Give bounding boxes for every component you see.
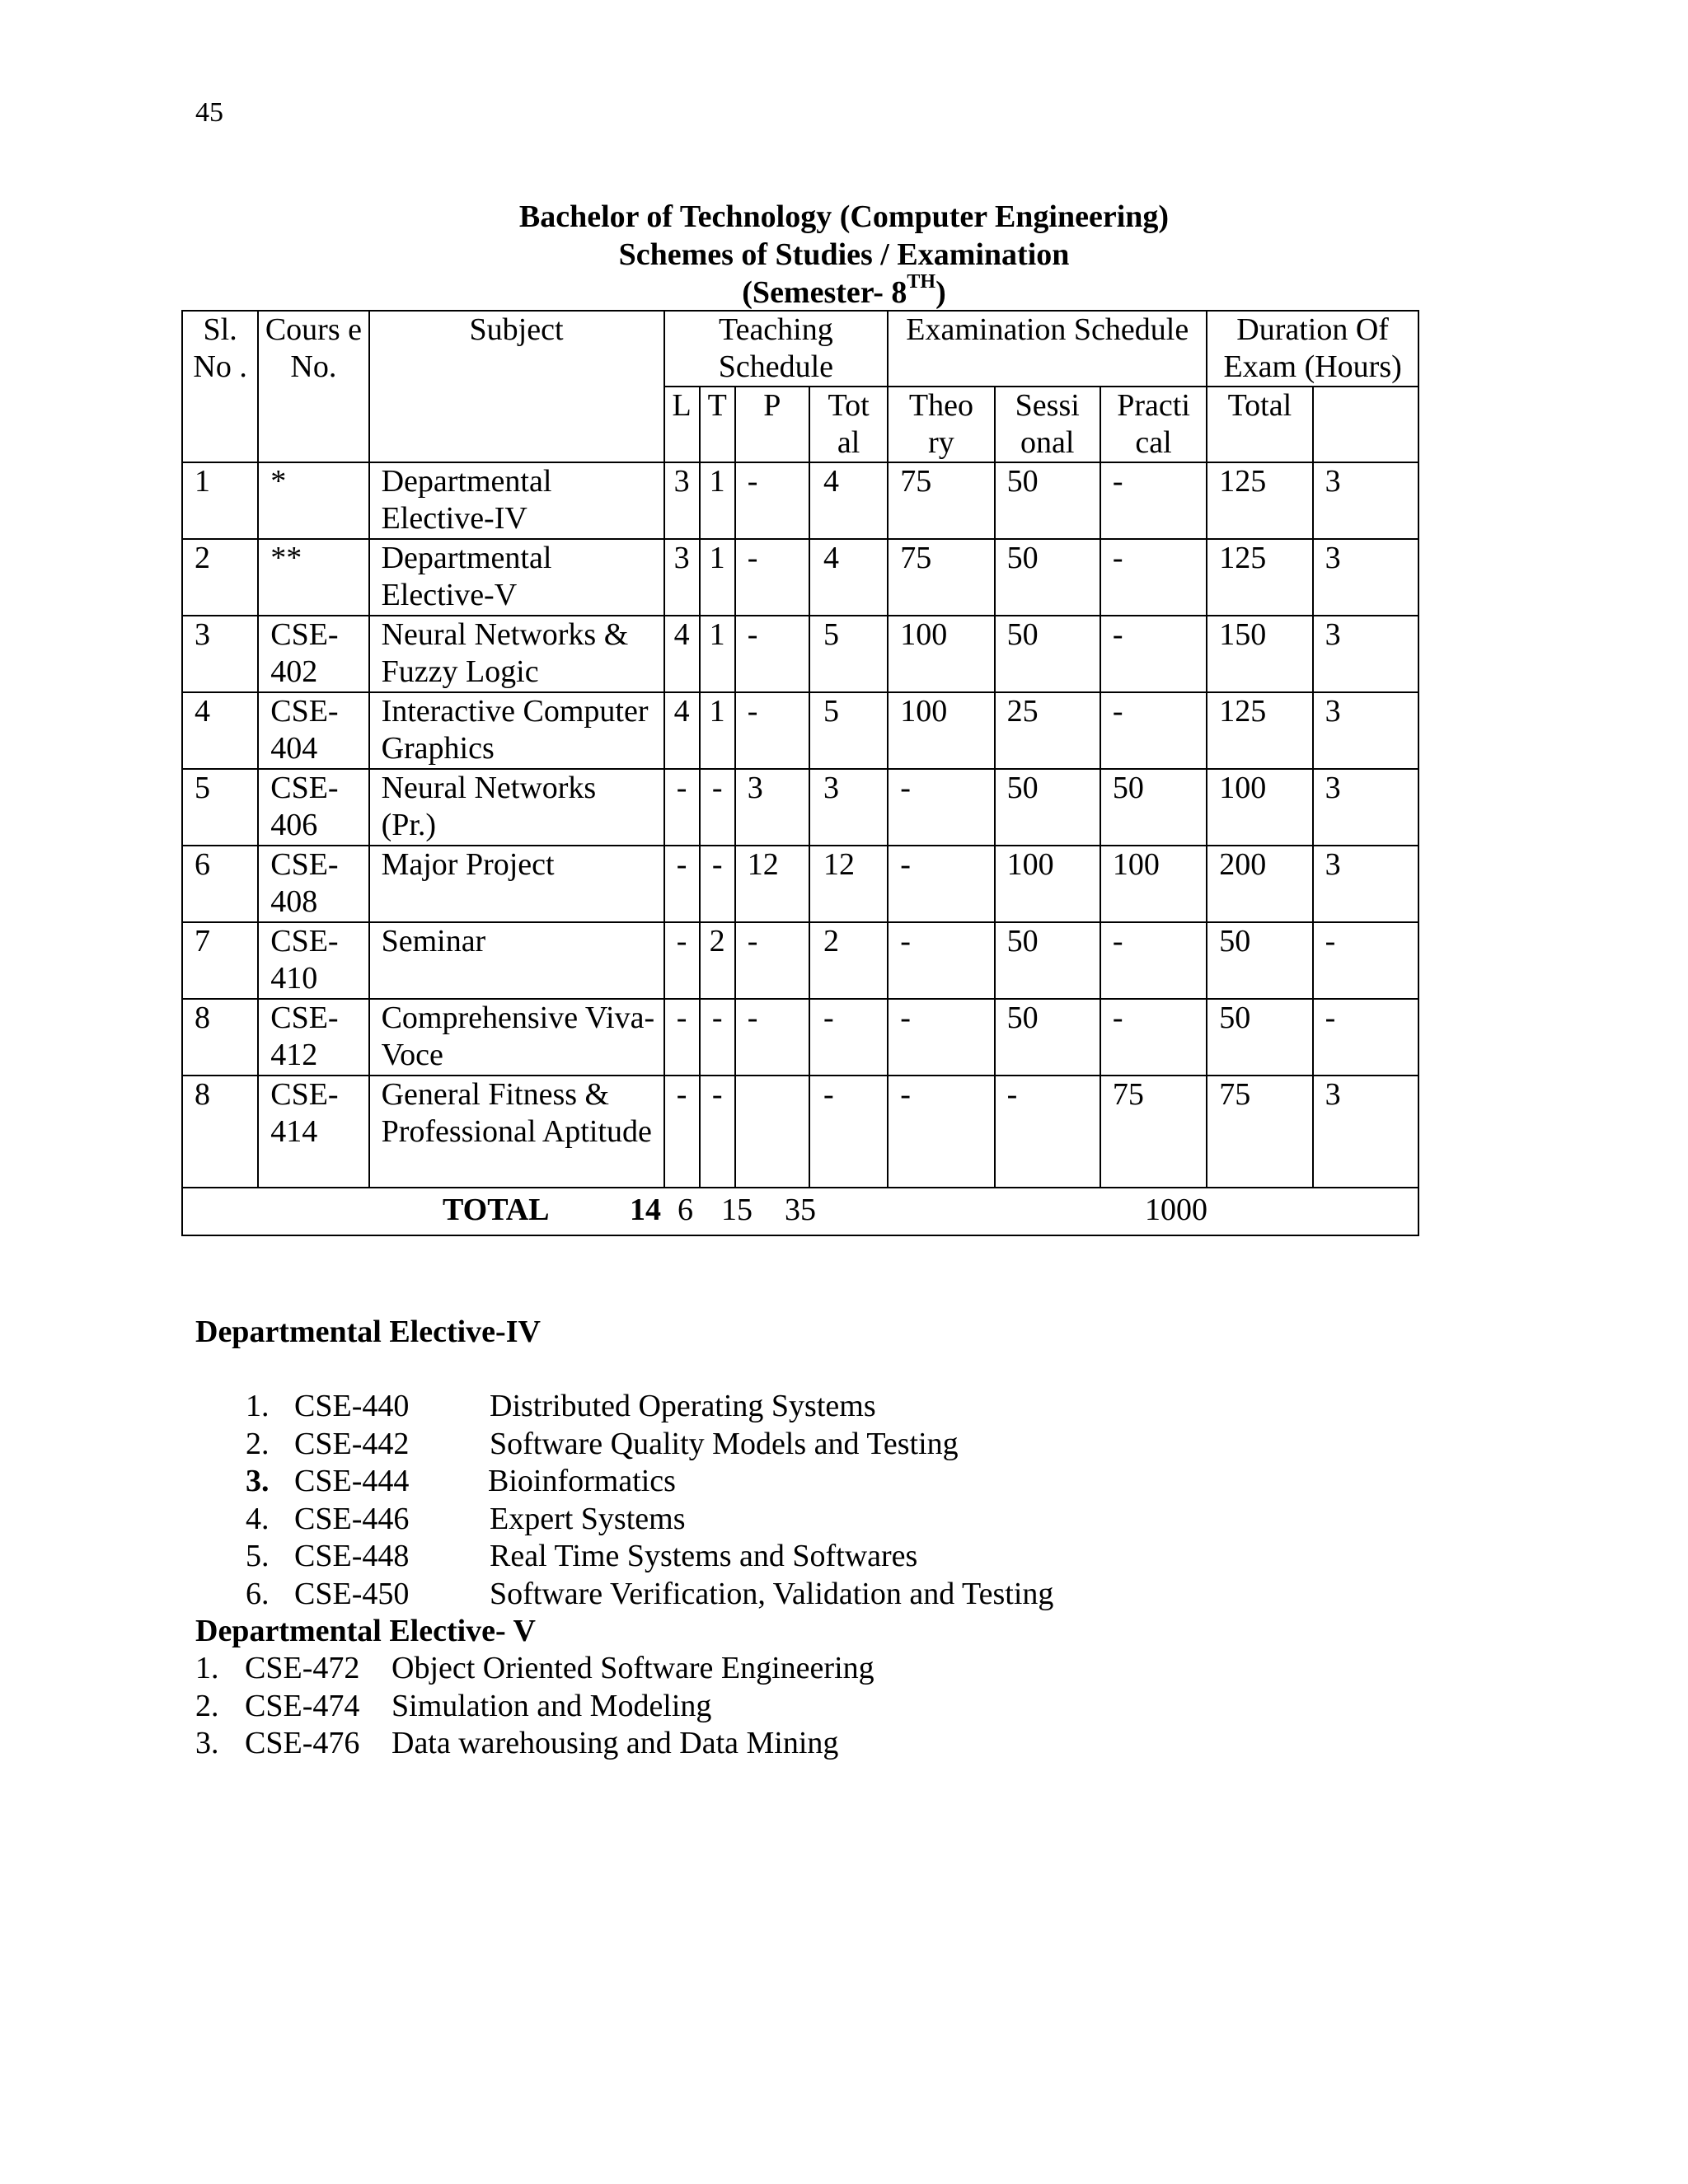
cell-sl: 3: [182, 616, 258, 692]
course-name: Data warehousing and Data Mining: [392, 1726, 839, 1760]
cell-tot: 12: [809, 846, 888, 922]
list-item: [0, 1426, 1688, 1464]
cell-practical: -: [1100, 616, 1207, 692]
title-line-1: Bachelor of Technology (Computer Engineering): [518, 199, 1170, 234]
table-row: [182, 692, 1418, 769]
table-row: [182, 846, 1418, 922]
header-duration: Duration Of Exam (Hours): [1207, 311, 1418, 387]
cell-l: -: [664, 1076, 700, 1188]
total-label: TOTAL: [443, 1193, 550, 1227]
course-name: Expert Systems: [490, 1501, 686, 1536]
cell-duration: 3: [1313, 462, 1418, 539]
list-item: [0, 1388, 1688, 1426]
cell-course: CSE-408: [258, 846, 368, 922]
cell-p: 12: [735, 846, 809, 922]
cell-sessional: 50: [995, 999, 1100, 1076]
table-row: [182, 616, 1418, 692]
header-practical: Practi cal: [1100, 387, 1207, 462]
course-code: CSE-472: [245, 1651, 360, 1685]
cell-practical: -: [1100, 539, 1207, 616]
cell-theory: -: [888, 922, 994, 999]
item-number: 1.: [246, 1389, 270, 1423]
cell-sl: 5: [182, 769, 258, 846]
item-number: 3.: [246, 1464, 270, 1498]
cell-t: -: [700, 1076, 735, 1188]
table-row: [182, 1076, 1418, 1188]
cell-course: CSE-410: [258, 922, 368, 999]
cell-theory: -: [888, 999, 994, 1076]
cell-total: 125: [1207, 462, 1312, 539]
list-item: [0, 1463, 1688, 1501]
cell-course: CSE-404: [258, 692, 368, 769]
total-tot: 35: [785, 1193, 816, 1227]
course-name: Simulation and Modeling: [392, 1688, 712, 1723]
table-row: [182, 539, 1418, 616]
cell-p: 3: [735, 769, 809, 846]
course-name: Software Quality Models and Testing: [490, 1426, 959, 1461]
header-l: L: [664, 387, 700, 462]
cell-duration: 3: [1313, 846, 1418, 922]
semester-superscript: TH: [907, 271, 936, 293]
course-code: CSE-474: [245, 1688, 360, 1723]
elective-v-list: [0, 1650, 1688, 1763]
cell-l: 3: [664, 462, 700, 539]
cell-subject: Seminar: [369, 922, 664, 999]
cell-theory: -: [888, 1076, 994, 1188]
list-item: [0, 1650, 1688, 1688]
list-item: [0, 1501, 1688, 1539]
header-row-main: [182, 311, 1418, 387]
course-code: CSE-446: [294, 1501, 410, 1536]
header-t: T: [700, 387, 735, 462]
total-t: 6: [678, 1193, 693, 1227]
header-course-no: Cours e No.: [258, 311, 368, 462]
cell-l: 4: [664, 692, 700, 769]
total-cell: [182, 1188, 1418, 1235]
cell-subject: Departmental Elective-V: [369, 539, 664, 616]
cell-practical: -: [1100, 462, 1207, 539]
cell-practical: -: [1100, 999, 1207, 1076]
cell-l: -: [664, 769, 700, 846]
cell-l: -: [664, 846, 700, 922]
cell-sessional: 50: [995, 769, 1100, 846]
cell-practical: -: [1100, 922, 1207, 999]
course-name: Object Oriented Software Engineering: [392, 1651, 874, 1685]
item-number: 4.: [246, 1501, 270, 1536]
cell-total: 50: [1207, 999, 1312, 1076]
cell-tot: 4: [809, 462, 888, 539]
cell-t: 1: [700, 616, 735, 692]
cell-p: -: [735, 539, 809, 616]
cell-theory: 75: [888, 462, 994, 539]
cell-tot: 5: [809, 616, 888, 692]
course-code: CSE-476: [245, 1726, 360, 1760]
title-semester: [0, 271, 1688, 312]
course-code: CSE-440: [294, 1389, 410, 1423]
cell-tot: 3: [809, 769, 888, 846]
cell-t: -: [700, 999, 735, 1076]
cell-duration: 3: [1313, 692, 1418, 769]
cell-t: 1: [700, 692, 735, 769]
total-line: [183, 1188, 1418, 1235]
cell-sl: 8: [182, 1076, 258, 1188]
cell-sl: 6: [182, 846, 258, 922]
document-title: [0, 198, 1688, 312]
semester-suffix: ): [935, 275, 946, 310]
item-number: 6.: [246, 1576, 270, 1611]
semester-prefix: (Semester- 8: [742, 275, 907, 310]
cell-t: -: [700, 769, 735, 846]
cell-course: CSE-412: [258, 999, 368, 1076]
cell-t: -: [700, 846, 735, 922]
cell-subject: Neural Networks & Fuzzy Logic: [369, 616, 664, 692]
cell-sessional: 50: [995, 539, 1100, 616]
cell-practical: -: [1100, 692, 1207, 769]
table-row: [182, 769, 1418, 846]
header-sessional: Sessi onal: [995, 387, 1100, 462]
cell-duration: 3: [1313, 539, 1418, 616]
cell-theory: 100: [888, 692, 994, 769]
cell-subject: Comprehensive Viva-Voce: [369, 999, 664, 1076]
cell-sessional: 100: [995, 846, 1100, 922]
cell-tot: 5: [809, 692, 888, 769]
cell-duration: 3: [1313, 1076, 1418, 1188]
cell-sessional: 50: [995, 922, 1100, 999]
cell-theory: -: [888, 846, 994, 922]
header-theory: Theo ry: [888, 387, 994, 462]
item-number: 1.: [195, 1651, 219, 1685]
cell-course: CSE-402: [258, 616, 368, 692]
cell-l: 4: [664, 616, 700, 692]
course-name: Real Time Systems and Softwares: [490, 1539, 918, 1573]
cell-total: 125: [1207, 539, 1312, 616]
cell-l: -: [664, 922, 700, 999]
header-sl-no: Sl. No .: [182, 311, 258, 462]
cell-p: [735, 1076, 809, 1188]
cell-course: CSE-406: [258, 769, 368, 846]
total-l: 14: [630, 1193, 661, 1227]
cell-tot: 2: [809, 922, 888, 999]
list-item: [0, 1725, 1688, 1763]
list-item: [0, 1538, 1688, 1576]
cell-tot: 4: [809, 539, 888, 616]
cell-p: -: [735, 922, 809, 999]
cell-subject: Interactive Computer Graphics: [369, 692, 664, 769]
course-code: CSE-442: [294, 1426, 410, 1461]
cell-duration: -: [1313, 922, 1418, 999]
course-code: CSE-448: [294, 1539, 410, 1573]
cell-practical: 100: [1100, 846, 1207, 922]
cell-duration: -: [1313, 999, 1418, 1076]
cell-sessional: 50: [995, 616, 1100, 692]
elective-iv-heading: Departmental Elective-IV: [195, 1315, 541, 1349]
list-item: [0, 1576, 1688, 1614]
cell-sessional: 25: [995, 692, 1100, 769]
cell-theory: 75: [888, 539, 994, 616]
cell-total: 200: [1207, 846, 1312, 922]
table-row: [182, 462, 1418, 539]
elective-iv-list: [0, 1388, 1688, 1613]
cell-t: 1: [700, 539, 735, 616]
grand-total: 1000: [1145, 1193, 1207, 1227]
header-total: Total: [1207, 387, 1312, 462]
cell-tot: -: [809, 1076, 888, 1188]
cell-sl: 4: [182, 692, 258, 769]
header-tot: Tot al: [809, 387, 888, 462]
course-code: CSE-450: [294, 1576, 410, 1611]
cell-theory: 100: [888, 616, 994, 692]
cell-duration: 3: [1313, 769, 1418, 846]
cell-total: 100: [1207, 769, 1312, 846]
total-p: 15: [721, 1193, 753, 1227]
cell-p: -: [735, 999, 809, 1076]
cell-sessional: 50: [995, 462, 1100, 539]
cell-course: CSE-414: [258, 1076, 368, 1188]
cell-sl: 2: [182, 539, 258, 616]
cell-l: -: [664, 999, 700, 1076]
cell-subject: Departmental Elective-IV: [369, 462, 664, 539]
item-number: 3.: [195, 1726, 219, 1760]
item-number: 5.: [246, 1539, 270, 1573]
cell-sl: 8: [182, 999, 258, 1076]
cell-p: -: [735, 462, 809, 539]
cell-course: *: [258, 462, 368, 539]
cell-subject: General Fitness & Professional Aptitude: [369, 1076, 664, 1188]
cell-sl: 1: [182, 462, 258, 539]
cell-subject: Neural Networks (Pr.): [369, 769, 664, 846]
list-item: [0, 1688, 1688, 1726]
header-subject: Subject: [369, 311, 664, 462]
cell-sl: 7: [182, 922, 258, 999]
course-name: Distributed Operating Systems: [490, 1389, 876, 1423]
page-number: 45: [195, 97, 223, 128]
cell-tot: -: [809, 999, 888, 1076]
table-row: [182, 922, 1418, 999]
cell-total: 50: [1207, 922, 1312, 999]
cell-t: 2: [700, 922, 735, 999]
header-p: P: [735, 387, 809, 462]
cell-sessional: -: [995, 1076, 1100, 1188]
header-teaching-schedule: Teaching Schedule: [664, 311, 889, 387]
cell-p: -: [735, 616, 809, 692]
header-examination-schedule: Examination Schedule: [888, 311, 1207, 387]
total-row: [182, 1188, 1418, 1235]
course-code: CSE-444: [294, 1464, 410, 1498]
table-row: [182, 999, 1418, 1076]
cell-subject: Major Project: [369, 846, 664, 922]
cell-total: 125: [1207, 692, 1312, 769]
cell-t: 1: [700, 462, 735, 539]
scheme-table: [181, 310, 1419, 1236]
course-name: Software Verification, Validation and Testing: [490, 1576, 1054, 1611]
cell-duration: 3: [1313, 616, 1418, 692]
cell-l: 3: [664, 539, 700, 616]
elective-v-heading: Departmental Elective- V: [195, 1614, 536, 1648]
item-number: 2.: [195, 1688, 219, 1723]
item-number: 2.: [246, 1426, 270, 1461]
cell-total: 150: [1207, 616, 1312, 692]
cell-total: 75: [1207, 1076, 1312, 1188]
cell-theory: -: [888, 769, 994, 846]
cell-practical: 50: [1100, 769, 1207, 846]
cell-course: **: [258, 539, 368, 616]
title-line-2: Schemes of Studies / Examination: [618, 237, 1070, 272]
cell-practical: 75: [1100, 1076, 1207, 1188]
header-duration-blank: [1313, 387, 1418, 462]
cell-p: -: [735, 692, 809, 769]
course-name: Bioinformatics: [488, 1464, 676, 1498]
